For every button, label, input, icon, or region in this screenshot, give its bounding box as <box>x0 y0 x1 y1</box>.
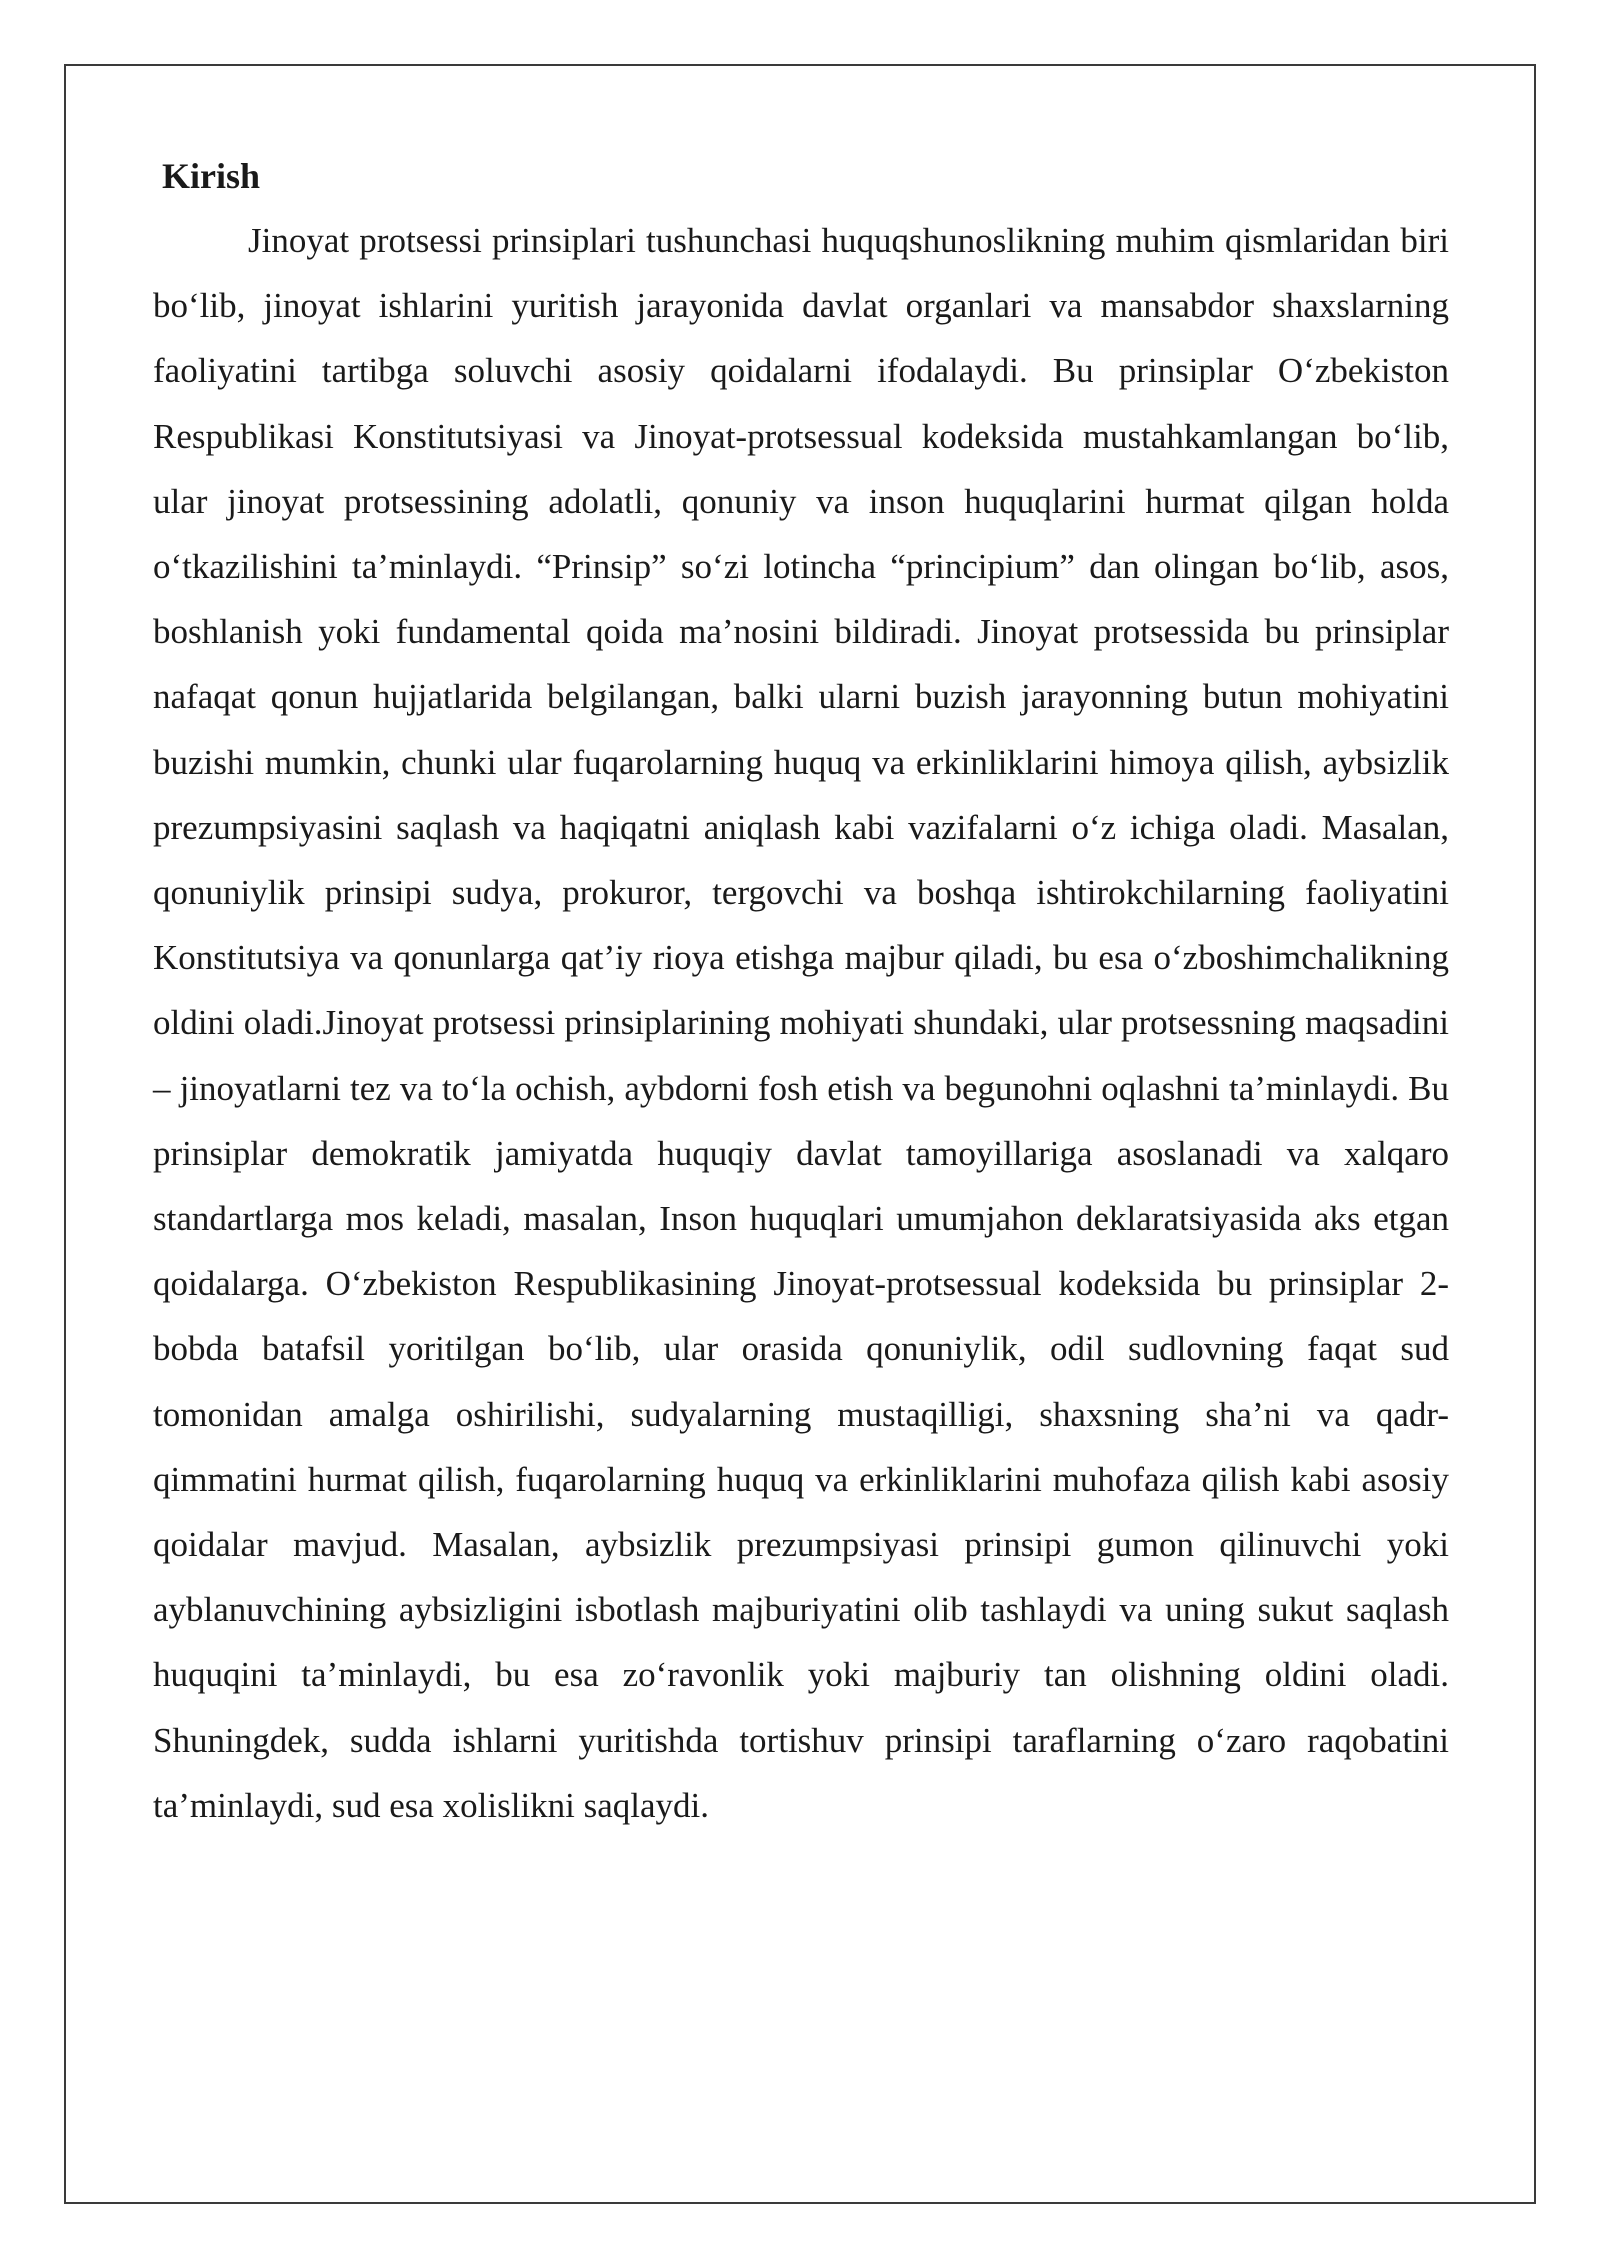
section-heading: Kirish <box>162 156 261 196</box>
body-paragraph: Jinoyat protsessi prinsiplari tushunchasi huquqshunoslikning muhim qismlaridan biri bo‘lib, jinoyat ishlarini yuritish jarayonida davlat organlari va mansabdor shaxslarning faoliyatini tartibga soluvchi asosiy qoidalarni ifodalaydi. Bu prinsiplar O‘zbekiston Respublikasi Konstitutsiyasi va Jinoyat-protsessual kodeksida mustahkamlangan bo‘lib, ular jinoyat protsessining adolatli, qonuniy va inson huquqlarini hurmat qilgan holda o‘tkazilishini ta’minlaydi. “Prinsip” so‘zi lotincha “principium” dan olingan bo‘lib, asos, boshlanish yoki fundamental qoida ma’nosini bildiradi. Jinoyat protsessida bu prinsiplar nafaqat qonun hujjatlarida belgilangan, balki ularni buzish jarayonning butun mohiyatini buzishi mumkin, chunki ular fuqarolarning huquq va erkinliklarini himoya qilish, aybsizlik prezumpsiyasini saqlash va haqiqatni aniqlash kabi vazifalarni o‘z ichiga oladi. Masalan, qonuniylik prinsipi sudya, prokuror, tergovchi va boshqa ishtirokchilarning faoliyatini Konstitutsiya va qonunlarga qat’iy rioya etishga majbur qiladi, bu esa o‘zboshimchalikning oldini oladi.Jinoyat protsessi prinsiplarining mohiyati shundaki, ular protsessning maqsadini – jinoyatlarni tez va to‘la ochish, aybdorni fosh etish va begunohni oqlashni ta’minlaydi. Bu prinsiplar demokratik jamiyatda huquqiy davlat tamoyillariga asoslanadi va xalqaro standartlarga mos keladi, masalan, Inson huquqlari umumjahon deklaratsiyasida aks etgan qoidalarga. O‘zbekiston Respublikasining Jinoyat-protsessual kodeksida bu prinsiplar 2-bobda batafsil yoritilgan bo‘lib, ular orasida qonuniylik, odil sudlovning faqat sud tomonidan amalga oshirilishi, sudyalarning mustaqilligi, shaxsning sha’ni va qadr-qimmatini hurmat qilish, fuqarolarning huquq va erkinliklarini muhofaza qilish kabi asosiy qoidalar mavjud. Masalan, aybsizlik prezumpsiyasi prinsipi gumon qilinuvchi yoki ayblanuvchining aybsizligini isbotlash majburiyatini olib tashlaydi va uning sukut saqlash huquqini ta’minlaydi, bu esa zo‘ravonlik yoki majburiy tan olishning oldini oladi. Shuningdek, sudda ishlarni yuritishda tortishuv prinsipi taraflarning o‘zaro raqobatini ta’minlaydi, sud esa xolislikni saqlaydi. <box>153 221 1449 1825</box>
